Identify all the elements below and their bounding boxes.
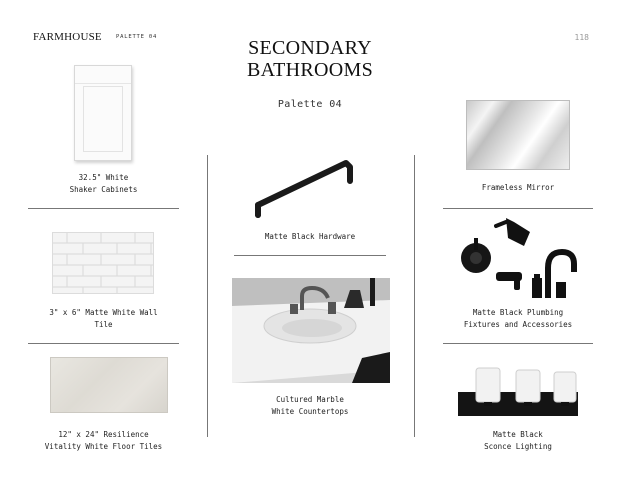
floor-tile-caption bbox=[28, 429, 179, 453]
wall-tile-image bbox=[52, 232, 154, 294]
cabinet-caption-line-2: Shaker Cabinets bbox=[69, 185, 138, 194]
page-title bbox=[210, 37, 410, 81]
page-number: 118 bbox=[574, 33, 589, 42]
divider-left-1 bbox=[28, 208, 179, 209]
lighting-caption bbox=[443, 429, 593, 453]
cabinet-image bbox=[74, 65, 132, 161]
cabinet-caption bbox=[28, 172, 179, 196]
floor-tile-image bbox=[50, 357, 168, 413]
countertop-caption-line-1: Cultured Marble bbox=[276, 395, 344, 404]
divider-center-1 bbox=[234, 255, 386, 256]
divider-right-2 bbox=[443, 343, 593, 344]
wall-tile-caption-line-1: 3" x 6" Matte White Wall bbox=[49, 308, 158, 317]
plumbing-fixtures-image bbox=[456, 218, 578, 300]
wall-tile-caption-line-2: Tile bbox=[94, 320, 113, 329]
mirror-caption-line-1: Frameless Mirror bbox=[481, 183, 555, 192]
mirror-caption bbox=[443, 182, 593, 194]
plumbing-caption-line-2: Fixtures and Accessories bbox=[463, 320, 573, 329]
cabinet-caption-line-1: 32.5" White bbox=[78, 173, 129, 182]
countertop-caption-line-2: White Countertops bbox=[271, 407, 349, 416]
sconce-lighting-image bbox=[458, 366, 578, 420]
palette-tag: PALETTE 04 bbox=[116, 34, 158, 40]
page-title-line-1: SECONDARY bbox=[248, 37, 372, 59]
page-title-line-2: BATHROOMS bbox=[246, 59, 374, 81]
floor-tile-caption-line-1: 12" x 24" Resilience bbox=[58, 430, 149, 439]
plumbing-caption bbox=[443, 307, 593, 331]
mirror-image bbox=[466, 100, 570, 170]
hardware-caption bbox=[234, 231, 386, 243]
hardware-pull-image bbox=[252, 155, 354, 221]
floor-tile-caption-line-2: Vitality White Floor Tiles bbox=[44, 442, 163, 451]
divider-vertical-left bbox=[207, 155, 208, 437]
divider-left-2 bbox=[28, 343, 179, 344]
hardware-caption-line-1: Matte Black Hardware bbox=[264, 232, 356, 241]
wall-tile-caption bbox=[28, 307, 179, 331]
divider-right-1 bbox=[443, 208, 593, 209]
lighting-caption-line-1: Matte Black bbox=[493, 430, 543, 439]
brand-name: FARMHOUSE bbox=[33, 31, 102, 43]
lighting-caption-line-2: Sconce Lighting bbox=[484, 442, 552, 451]
page-subtitle: Palette 04 bbox=[277, 99, 343, 110]
plumbing-caption-line-1: Matte Black Plumbing bbox=[472, 308, 564, 317]
countertop-image bbox=[232, 278, 390, 383]
countertop-caption bbox=[234, 394, 386, 418]
divider-vertical-right bbox=[414, 155, 415, 437]
